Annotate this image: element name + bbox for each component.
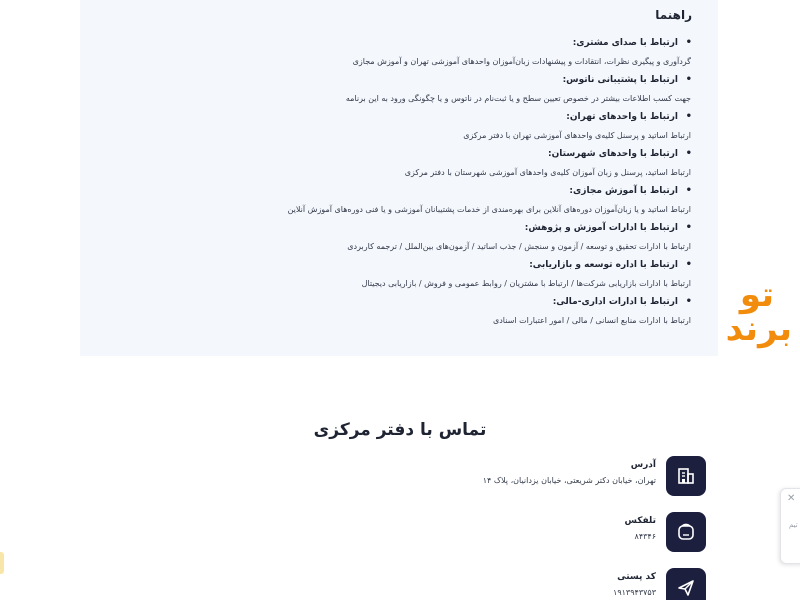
- left-edge-tab[interactable]: [0, 552, 4, 574]
- contact-postal-code: [446, 568, 706, 600]
- guide-title: راهنما: [655, 8, 692, 22]
- item-heading: • ارتباط با صدای مشتری:: [132, 34, 692, 52]
- guide-list: [132, 34, 692, 330]
- item-heading: • ارتباط با پشتیبانی ناتوس:: [132, 71, 692, 89]
- guide-panel: [80, 0, 718, 356]
- brand-logo-line-2: برند: [725, 309, 792, 349]
- contact-section-title: تماس با دفتر مرکزی: [313, 420, 487, 440]
- contact-address: [446, 456, 706, 496]
- item-description: ارتباط اساتید و یا زبان‌آموزان دوره‌های آنلاین برای بهره‌مندی از خدمات پشتیبانان آموزشی و یا فنی دوره‌های آموزش آنلاین: [287, 205, 691, 214]
- list-item: [132, 145, 692, 182]
- close-icon[interactable]: ✕: [787, 493, 796, 504]
- telefax-label: تلفکس: [624, 516, 656, 526]
- phone-icon: [666, 512, 706, 552]
- item-heading: • ارتباط با واحدهای شهرستان:: [132, 145, 692, 163]
- item-heading: • ارتباط با آموزش مجازی:: [132, 182, 692, 200]
- list-item: [132, 108, 692, 145]
- telefax-value: ۸۴۳۴۶: [634, 532, 656, 541]
- item-description: جهت کسب اطلاعات بیشتر در خصوص تعیین سطح و یا ثبت‌نام در ناتوس و یا چگونگی ورود به این برنامه: [345, 94, 691, 103]
- side-widget[interactable]: [780, 488, 800, 564]
- list-item: [132, 34, 692, 71]
- list-item: [132, 219, 692, 256]
- list-item: [132, 71, 692, 108]
- brand-logo[interactable]: [712, 275, 792, 358]
- contact-telefax: [446, 512, 706, 552]
- address-value: تهران، خیابان دکتر شریعتی، خیابان یزدانیان، پلاک ۱۴: [482, 476, 656, 485]
- item-heading: • ارتباط با اداره توسعه و بازاریابی:: [132, 256, 692, 274]
- item-description: ارتباط با ادارات تحقیق و توسعه / آزمون و سنجش / جذب اساتید / آزمون‌های بین‌الملل / ترجمه کاربردی: [347, 242, 691, 251]
- item-description: گردآوری و پیگیری نظرات، انتقادات و پیشنهادات زبان‌آموزان واحدهای آموزشی تهران و آموزش مجازی: [352, 57, 691, 66]
- list-item: [132, 182, 692, 219]
- item-heading: • ارتباط با واحدهای تهران:: [132, 108, 692, 126]
- item-description: ارتباط با ادارات منابع انسانی / مالی / امور اعتبارات اسنادی: [492, 316, 691, 325]
- address-label: آدرس: [630, 460, 656, 470]
- building-icon: [666, 456, 706, 496]
- item-description: ارتباط اساتید، پرسنل و زبان آموزان کلیه‌ی واحدهای آموزشی شهرستان با دفتر مرکزی: [404, 168, 691, 177]
- paper-plane-icon: [666, 568, 706, 600]
- item-description: ارتباط اساتید و پرسنل کلیه‌ی واحدهای آموزشی تهران با دفتر مرکزی: [463, 131, 691, 140]
- list-item: [132, 256, 692, 293]
- item-heading: • ارتباط با ادارات آموزش و پژوهش:: [132, 219, 692, 237]
- postal-code-value: ۱۹۱۳۹۴۳۷۵۳: [613, 588, 656, 597]
- item-description: ارتباط با ادارات بازاریابی شرکت‌ها / ارتباط با مشتریان / روابط عمومی و فروش / بازاریابی دیجیتال: [361, 279, 691, 288]
- postal-code-label: کد پستی: [617, 572, 656, 582]
- list-item: [132, 293, 692, 330]
- brand-logo-line-1: تو: [739, 275, 774, 315]
- item-heading: • ارتباط با ادارات اداری-مالی:: [132, 293, 692, 311]
- side-widget-text: تیم: [789, 521, 798, 529]
